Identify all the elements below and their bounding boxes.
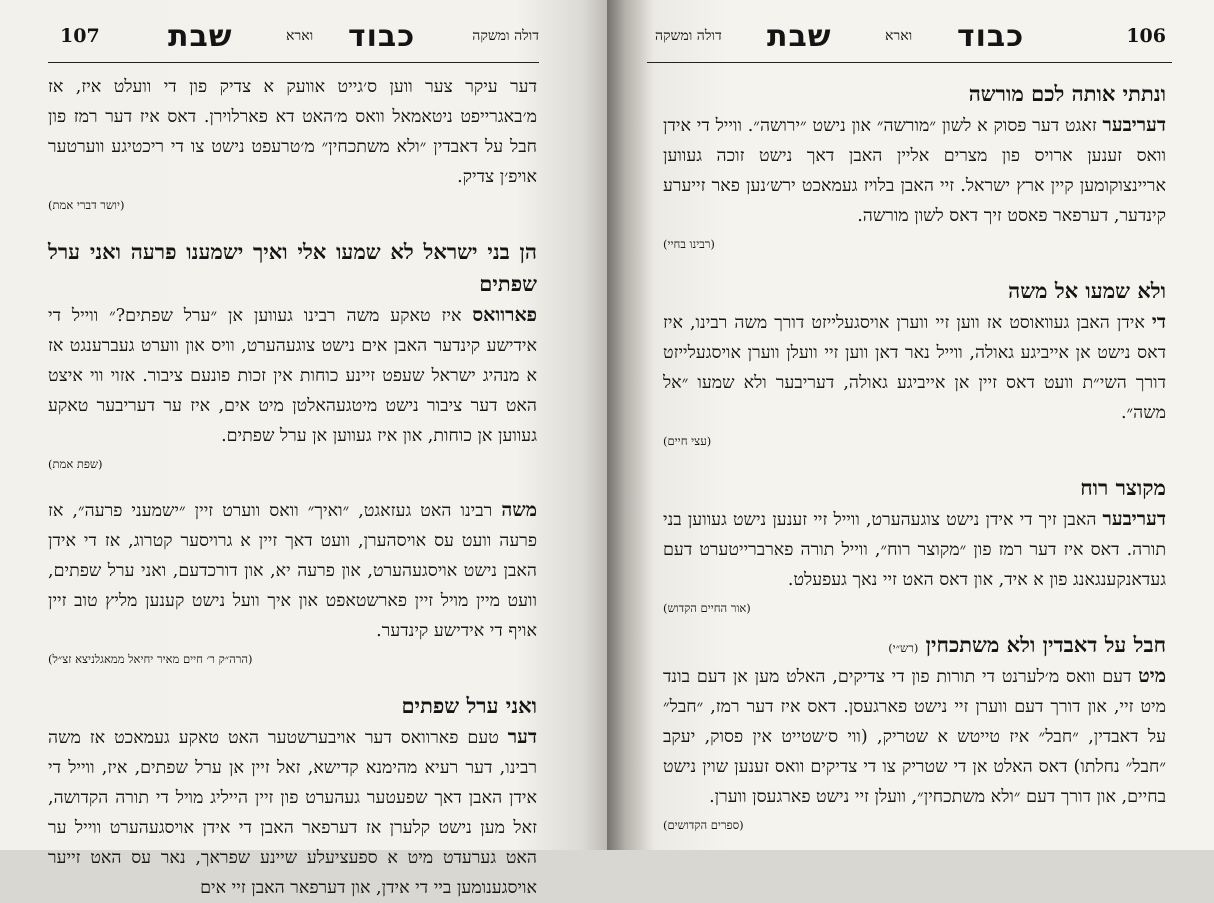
section-heading: ונתתי אותה לכם מורשה: [968, 81, 1166, 106]
header-kavod: כבוד: [348, 18, 416, 54]
header-section: דולה ומשקה: [472, 27, 539, 44]
paragraph: דער טעם פארוואס דער אויבערשטער האט טאקע געמאכט אז משה רבינו, דער רעיא מהימנא קדישא, זאל זיין אן ערל שפתים, איז, ווייל די אידן האבן דאך שפעטער געהערט פון זיין הייליג מויל די תורה הקדושה, זאל מען נישט קלערן אז דערפאר האבן די אידן אויסגעהערט ווייל ער האט גערעדט מיט א ספעציעלע שיינע שפראך, נאר עס האט זייער אויסגענומען ביי די אידן, און דערפאר האבן זיי אים: [48, 726, 538, 898]
source-citation: (רבינו בחיי): [663, 237, 715, 251]
heading-source: (רש״י): [888, 641, 919, 655]
lead-word: מיט: [1138, 665, 1166, 687]
section-heading: מקוצר רוח: [1080, 475, 1166, 500]
paragraph: מיט דעם וואס מ׳לערנט די תורות פון די צדיקים, האלט מען אן דעם בונד מיט זיי, און דורך דעם ווערן זיי נישט פארגעסן. דאס איז דער רמז, ״חבל״ על דאבדין, ״חבל״ איז טייטש א שטריק, (ווי ס׳שטייט אין פסוק, יעקב ״חבל״ נחלתו) דאס האלט אן די שטריק צו די צדיקים וואס זענען שוין נישט בחיים, און דורך דעם ״ולא משתכחין״, וועלן זיי נישט פארגעסן ווערן.: [663, 665, 1166, 807]
source-citation: (אור החיים הקדוש): [663, 601, 751, 615]
section-heading: ולא שמעו אל משה: [1008, 278, 1166, 303]
paragraph: די אידן האבן געוואוסט אז ווען זיי ווערן אויסגעלייזט דורך משה רבינו, איז דאס נישט אן אייביגע גאולה, ווייל נאר דאן ווען זיי וועלן ווערן אויסגעלייזט דורך השי״ת וועט דאס זיין אן אייביגע גאולה, דעריבער ולא שמעו ״אל משה״.: [663, 311, 1166, 423]
page-number: 107: [60, 25, 100, 47]
source-citation: (יושר דברי אמת): [48, 198, 125, 212]
header-section: דולה ומשקה: [655, 27, 722, 44]
header-parsha: וארא: [885, 27, 913, 44]
lead-word: משה: [501, 499, 537, 521]
lead-word: דער: [507, 726, 537, 748]
header-kavod: כבוד: [957, 18, 1025, 54]
section-heading: ואני ערל שפתים: [401, 693, 537, 718]
header-shabbos: שבת: [767, 18, 832, 54]
paragraph: דעריבער זאגט דער פסוק א לשון ״מורשה״ און נישט ״ירושה״. ווייל די אידן וואס זענען ארויס פון מצרים אליין האבן דאך נישט זוכה געווען אריינצוקומען קיין ארץ ישראל. זיי האבן בלויז געמאכט ירש׳נען פאר זייערע קינדער, דערפאר פאסט זיך דאס לשון מורשה.: [663, 114, 1166, 226]
left-page: [0, 0, 607, 898]
lead-word: די: [1151, 311, 1166, 333]
page-number: 106: [1126, 25, 1166, 47]
section-heading: הן בני ישראל לא שמעו אלי ואיך ישמענו פרעה ואני ערל שפתים: [48, 239, 537, 296]
lead-word: פארוואס: [472, 304, 537, 326]
lead-word: דעריבער: [1102, 114, 1166, 136]
page-header-left: [48, 10, 539, 63]
left-body: [48, 72, 537, 903]
right-body: [663, 78, 1166, 834]
source-citation: (עצי חיים): [663, 434, 712, 448]
source-citation: (הרה״ק ר׳ חיים מאיר יחיאל ממאגלניצא זצ״ל): [48, 652, 253, 666]
paragraph: פארוואס איז טאקע משה רבינו געווען אן ״ערל שפתים?״ ווייל די אידישע קינדער האבן אים נישט צוגעהערט, וויס און ווערט געברענגט אז א מנהיג ישראל שעפט זיינע כוחות אין זכות פונעם ציבור. אזוי ווי איצט האט דער ציבור נישט מיטגעהאלטן מיט אים, איז ער דעריבער טאקע געווען אן כוחות, און איז געווען אן ערל שפתים.: [48, 304, 537, 446]
page-header-right: [647, 10, 1172, 63]
source-citation: (ספרים הקדושים): [663, 818, 744, 832]
section-heading: חבל על דאבדין ולא משתכחין (רש״י): [888, 632, 1166, 657]
header-shabbos: שבת: [168, 18, 233, 54]
right-page: [607, 0, 1214, 850]
source-citation: (שפת אמת): [48, 457, 103, 471]
paragraph: משה רבינו האט געזאגט, ״ואיך״ וואס ווערט זיין ״ישמעני פרעה״, אז פרעה וועט עס אויסהערן, וועט דאך זיין א גרויסער קטרוג, אז די אידן האבן נישט אויסגעהערט, און פרעה יא, און דורכדעם, ואני ערל שפתים, וועט מיין מויל זיין פארשטאפט און איך וועל נישט קענען מליץ טוב זיין אויף די אידישע קינדער.: [48, 499, 537, 641]
paragraph: דעריבער האבן זיך די אידן נישט צוגעהערט, ווייל זיי זענען נישט געווען בני תורה. דאס איז דער רמז פון ״מקוצר רוח״, ווייל תורה פארברייטערט דעם געדאנקענגאנג פון א איד, און דאס האט זיי נאך געפעלט.: [663, 508, 1166, 590]
header-parsha: וארא: [286, 27, 314, 44]
lead-word: דעריבער: [1102, 508, 1166, 530]
paragraph: דער עיקר צער ווען ס׳גייט אוועק א צדיק פון די וועלט איז, אז מ׳באגרייפט ניטאמאל וואס מ׳האט דא פארלוירן. דאס איז דער רמז פון חבל על דאבדין ״ולא משתכחין״ מ׳טרעפט נישט צו די ריכטיגע ווערטער אויפ׳ן צדיק.: [48, 77, 537, 187]
